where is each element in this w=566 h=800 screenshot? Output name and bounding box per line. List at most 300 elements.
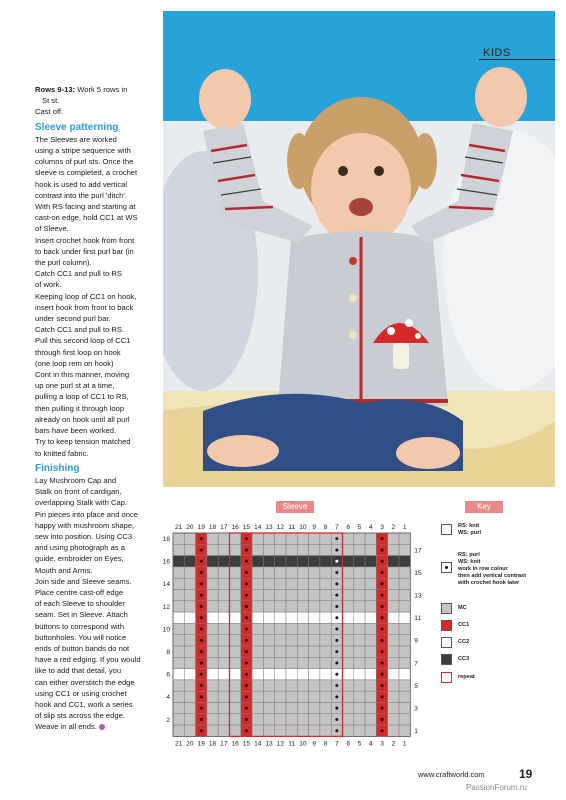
column-number-label: 21 xyxy=(174,740,183,748)
column-number-label: 5 xyxy=(357,524,362,531)
sleeve-line: contrast into the purl 'ditch'. xyxy=(35,190,127,200)
finishing-line: Lay Mushroom Cap and xyxy=(35,475,117,485)
chart-cell xyxy=(286,590,297,601)
chart-cell xyxy=(230,725,241,736)
sleeve-line: insert hook from front to back xyxy=(35,302,134,312)
chart-cell xyxy=(230,567,241,578)
footer-website[interactable]: www.craftworld.com xyxy=(418,770,485,779)
chart-cell xyxy=(309,725,320,736)
chart-cell xyxy=(309,646,320,657)
chart-cell xyxy=(297,612,308,623)
chart-cell xyxy=(230,703,241,714)
purl-stitch-dot xyxy=(335,582,338,585)
chart-cell xyxy=(343,680,354,691)
chart-cell xyxy=(173,556,184,567)
chart-cell xyxy=(297,680,308,691)
sleeve-line: With RS facing and starting at xyxy=(35,202,136,212)
chart-cell xyxy=(184,703,195,714)
chart-cell xyxy=(252,703,263,714)
purl-stitch-dot xyxy=(245,571,248,574)
purl-stitch-dot xyxy=(245,684,248,687)
chart-cell xyxy=(309,703,320,714)
chart-cell xyxy=(230,680,241,691)
chart-cell xyxy=(388,623,399,634)
finishing-line: using CC1 or using crochet xyxy=(35,688,127,698)
chart-cell xyxy=(275,725,286,736)
chart-cell xyxy=(252,601,263,612)
chart-cell xyxy=(388,612,399,623)
chart-cell xyxy=(207,623,218,634)
purl-stitch-dot xyxy=(200,661,203,664)
column-number-label: 14 xyxy=(254,524,262,531)
chart-cell xyxy=(365,669,376,680)
chart-cell xyxy=(263,556,274,567)
chart-cell xyxy=(207,556,218,567)
chart-cell xyxy=(173,703,184,714)
chart-cell xyxy=(365,590,376,601)
chart-cell xyxy=(354,590,365,601)
section-tag: KIDS xyxy=(479,47,555,60)
chart-cell xyxy=(354,533,365,544)
sleeve-line: Insert crochet hook from front xyxy=(35,235,135,245)
rows-label: Rows 9-13: xyxy=(35,85,76,94)
purl-stitch-dot xyxy=(245,650,248,653)
chart-cell xyxy=(399,544,410,555)
chart-cell xyxy=(263,567,274,578)
chart-cell xyxy=(320,657,331,668)
chart-cell xyxy=(343,612,354,623)
purl-stitch-dot xyxy=(335,661,338,664)
column-number-label: 19 xyxy=(197,524,205,531)
chart-cell xyxy=(173,635,184,646)
sleeve-line: up one purl st at a time, xyxy=(35,381,115,391)
chart-cell xyxy=(399,556,410,567)
chart-cell xyxy=(207,601,218,612)
chart-cell xyxy=(354,567,365,578)
chart-cell xyxy=(275,714,286,725)
chart-cell xyxy=(252,691,263,702)
chart-cell xyxy=(207,646,218,657)
chart-cell xyxy=(252,590,263,601)
chart-cell xyxy=(184,714,195,725)
chart-cell xyxy=(263,691,274,702)
chart-cell xyxy=(252,635,263,646)
chart-cell xyxy=(388,590,399,601)
chart-cell xyxy=(399,623,410,634)
key-label-line: repeat xyxy=(458,674,475,680)
chart-cell xyxy=(218,601,229,612)
purl-stitch-dot xyxy=(381,718,384,721)
sleeve-line: bars have been worked. xyxy=(35,426,117,436)
chart-cell xyxy=(309,635,320,646)
chart-cell xyxy=(354,556,365,567)
chart-cell xyxy=(207,635,218,646)
key-label-line: then add vertical contrast xyxy=(458,573,527,579)
chart-cell xyxy=(365,646,376,657)
chart-cell xyxy=(207,691,218,702)
sleeve-line: under second purl bar. xyxy=(35,314,111,324)
chart-cell xyxy=(263,623,274,634)
chart-cell xyxy=(365,612,376,623)
purl-stitch-dot xyxy=(200,639,203,642)
chart-cell xyxy=(309,612,320,623)
chart-cell xyxy=(343,703,354,714)
chart-cell xyxy=(286,691,297,702)
chart-cell xyxy=(173,680,184,691)
column-number-label: 5 xyxy=(357,740,362,748)
chart-cell xyxy=(354,635,365,646)
chart-cell xyxy=(263,601,274,612)
chart-cell xyxy=(275,544,286,555)
chart-cell xyxy=(297,657,308,668)
purl-stitch-dot xyxy=(381,673,384,676)
purl-stitch-dot xyxy=(335,650,338,653)
chart-cell xyxy=(173,691,184,702)
chart-cell xyxy=(184,725,195,736)
chart-cell xyxy=(207,612,218,623)
purl-stitch-dot xyxy=(335,718,338,721)
finishing-line: have a red edging. If you would xyxy=(35,655,141,665)
chart-cell xyxy=(252,714,263,725)
chart-cell xyxy=(365,578,376,589)
chart-cell xyxy=(309,714,320,725)
row-number-label: 11 xyxy=(414,615,422,623)
purl-stitch-dot xyxy=(335,594,338,597)
finishing-line: like to add that detail, you xyxy=(35,666,122,676)
chart-cell xyxy=(230,714,241,725)
chart-cell xyxy=(173,657,184,668)
chart-cell xyxy=(184,657,195,668)
sleeve-line: columns of purl sts. Once the xyxy=(35,157,134,167)
chart-cell xyxy=(309,601,320,612)
chart-cell xyxy=(230,601,241,612)
purl-stitch-dot xyxy=(381,616,384,619)
chart-cell xyxy=(184,680,195,691)
chart-cell xyxy=(207,567,218,578)
chart-cell xyxy=(252,556,263,567)
chart-cell xyxy=(320,533,331,544)
chart-cell xyxy=(297,601,308,612)
chart-cell xyxy=(286,714,297,725)
chart-cell xyxy=(309,623,320,634)
chart-cell xyxy=(218,533,229,544)
purl-stitch-dot xyxy=(335,729,338,732)
chart-cell xyxy=(275,691,286,702)
chart-cell xyxy=(207,544,218,555)
chart-cell xyxy=(365,680,376,691)
purl-stitch-dot xyxy=(335,673,338,676)
finishing-line: guide, embroider on Eyes, xyxy=(35,554,124,564)
sleeve-line: through first loop on hook xyxy=(35,347,121,357)
chart-cell xyxy=(388,578,399,589)
chart-cell xyxy=(354,578,365,589)
purl-stitch-dot xyxy=(335,616,338,619)
chart-cell xyxy=(354,601,365,612)
chart-cell xyxy=(218,714,229,725)
purl-stitch-dot xyxy=(200,650,203,653)
chart-cell xyxy=(354,680,365,691)
chart-cell xyxy=(173,623,184,634)
finishing-line: Join side and Sleeve seams. xyxy=(35,576,132,586)
column-number-label: 14 xyxy=(254,740,262,748)
chart-cell xyxy=(286,612,297,623)
chart-cell xyxy=(275,669,286,680)
finishing-heading: Finishing xyxy=(35,462,80,474)
sleeve-line: Keeping loop of CC1 on hook, xyxy=(35,291,137,301)
row-number-label: 2 xyxy=(166,716,170,724)
chart-cell xyxy=(218,657,229,668)
column-number-label: 6 xyxy=(346,524,350,531)
chart-cell xyxy=(173,725,184,736)
column-number-label: 16 xyxy=(231,524,239,531)
purl-stitch-dot xyxy=(381,707,384,710)
chart-cell xyxy=(184,669,195,680)
chart-cell xyxy=(218,691,229,702)
column-number-label: 10 xyxy=(299,740,307,748)
chart-cell xyxy=(184,646,195,657)
chart-cell xyxy=(343,544,354,555)
key-label-line: RS: knit xyxy=(458,523,480,529)
chart-cell xyxy=(388,691,399,702)
chart-cell xyxy=(230,533,241,544)
chart-cell xyxy=(365,691,376,702)
chart-cell xyxy=(207,657,218,668)
purl-stitch-dot xyxy=(245,628,248,631)
chart-cell xyxy=(286,623,297,634)
chart-cell xyxy=(320,567,331,578)
chart-cell xyxy=(218,556,229,567)
purl-stitch-dot xyxy=(381,650,384,653)
chart-cell xyxy=(343,623,354,634)
chart-title: Sleeve xyxy=(276,501,314,513)
chart-cell xyxy=(218,578,229,589)
finishing-line: Place centre cast-off edge xyxy=(35,587,124,597)
finishing-line: buttons to correspond with xyxy=(35,621,125,631)
purl-stitch-dot xyxy=(200,560,203,563)
key-title: Key xyxy=(465,501,503,513)
row-number-label: 10 xyxy=(162,626,170,634)
chart-cell xyxy=(320,635,331,646)
chart-cell xyxy=(207,680,218,691)
chart-cell xyxy=(173,544,184,555)
chart-cell xyxy=(275,635,286,646)
sleeve-line: then pulling it through loop xyxy=(35,403,125,413)
chart-cell xyxy=(286,725,297,736)
purl-stitch-dot xyxy=(381,582,384,585)
rows-instruction xyxy=(35,84,157,95)
purl-stitch-dot xyxy=(335,571,338,574)
purl-stitch-dot xyxy=(200,605,203,608)
sleeve-line: Try to keep tension matched xyxy=(35,437,131,447)
sleeve-instructions xyxy=(35,134,157,459)
chart-cell xyxy=(320,612,331,623)
chart-cell xyxy=(184,691,195,702)
column-number-label: 13 xyxy=(265,524,273,531)
chart-cell xyxy=(173,669,184,680)
chart-cell xyxy=(207,703,218,714)
purl-stitch-dot xyxy=(245,582,248,585)
chart-cell xyxy=(218,544,229,555)
purl-stitch-dot xyxy=(381,639,384,642)
chart-cell xyxy=(230,646,241,657)
chart-cell xyxy=(388,669,399,680)
chart-cell xyxy=(263,533,274,544)
chart-cell xyxy=(286,680,297,691)
purl-stitch-dot xyxy=(381,537,384,540)
chart-cell xyxy=(230,623,241,634)
chart-cell xyxy=(252,657,263,668)
chart-cell xyxy=(252,680,263,691)
column-number-label: 11 xyxy=(288,524,296,531)
chart-cell xyxy=(184,612,195,623)
chart-cell xyxy=(252,725,263,736)
sleeve-line: of work. xyxy=(35,280,62,290)
chart-cell xyxy=(297,578,308,589)
row-number-label: 15 xyxy=(414,569,422,577)
column-number-label: 12 xyxy=(276,740,285,748)
chart-cell xyxy=(399,725,410,736)
purl-stitch-dot xyxy=(381,571,384,574)
chart-cell xyxy=(365,533,376,544)
column-number-label: 1 xyxy=(402,740,407,748)
chart-cell xyxy=(297,691,308,702)
purl-stitch-dot xyxy=(245,560,248,563)
purl-stitch-dot xyxy=(381,729,384,732)
finishing-line: Mouth and Arms. xyxy=(35,565,93,575)
finishing-line: Weave in all ends. xyxy=(35,721,157,732)
sleeve-line: Catch CC1 and pull to RS. xyxy=(35,325,125,335)
chart-cell xyxy=(365,556,376,567)
purl-stitch-dot xyxy=(335,684,338,687)
chart-cell xyxy=(354,725,365,736)
chart-cell xyxy=(263,612,274,623)
chart-cell xyxy=(184,544,195,555)
chart-cell xyxy=(399,635,410,646)
chart-cell xyxy=(297,646,308,657)
chart-cell xyxy=(263,578,274,589)
chart-cell xyxy=(388,657,399,668)
finishing-instructions xyxy=(35,475,157,733)
purl-stitch-dot xyxy=(200,616,203,619)
chart-cell xyxy=(309,680,320,691)
chart-cell xyxy=(263,669,274,680)
column-number-label: 10 xyxy=(299,524,307,531)
chart-cell xyxy=(173,533,184,544)
chart-cell xyxy=(230,556,241,567)
column-number-label: 6 xyxy=(346,740,350,748)
chart-cell xyxy=(388,714,399,725)
chart-cell xyxy=(343,635,354,646)
purl-stitch-dot xyxy=(245,639,248,642)
chart-cell xyxy=(230,612,241,623)
purl-stitch-dot xyxy=(200,537,203,540)
chart-cell xyxy=(343,590,354,601)
chart-cell xyxy=(365,567,376,578)
chart-cell xyxy=(399,533,410,544)
chart-cell xyxy=(263,714,274,725)
chart-cell xyxy=(297,703,308,714)
key-label xyxy=(458,656,556,663)
purl-stitch-dot xyxy=(245,695,248,698)
chart-cell xyxy=(218,646,229,657)
chart-cell xyxy=(365,623,376,634)
photo-illustration xyxy=(163,11,555,487)
chart-cell xyxy=(399,612,410,623)
column-number-label: 16 xyxy=(231,740,239,748)
column-number-label: 15 xyxy=(242,740,251,748)
finishing-line: overlapping Stalk with Cap. xyxy=(35,498,128,508)
end-marker-icon xyxy=(99,724,105,730)
chart-cell xyxy=(320,714,331,725)
chart-cell xyxy=(263,657,274,668)
sleeve-chart-svg xyxy=(160,513,440,763)
chart-cell xyxy=(399,669,410,680)
chart-cell xyxy=(399,601,410,612)
purl-stitch-dot xyxy=(200,718,203,721)
chart-cell xyxy=(320,578,331,589)
purl-stitch-dot xyxy=(335,605,338,608)
chart-cell xyxy=(252,544,263,555)
finishing-line: of each Sleeve to shoulder xyxy=(35,599,125,609)
purl-stitch-dot xyxy=(335,560,338,563)
sleeve-line: to back under first purl bar (in xyxy=(35,246,134,256)
purl-stitch-dot xyxy=(245,661,248,664)
chart-cell xyxy=(207,669,218,680)
chart-cell xyxy=(297,669,308,680)
finishing-line: buttonholes. You will notice xyxy=(35,632,127,642)
chart-cell xyxy=(184,635,195,646)
chart-cell xyxy=(365,714,376,725)
chart-cell xyxy=(286,556,297,567)
chart-cell xyxy=(230,635,241,646)
purl-stitch-dot xyxy=(200,628,203,631)
chart-cell xyxy=(388,533,399,544)
mc-swatch xyxy=(441,603,452,614)
key-label-line: RS: purl xyxy=(458,552,480,558)
key-label xyxy=(458,523,556,537)
column-number-label: 1 xyxy=(402,524,407,531)
chart-cell xyxy=(286,646,297,657)
chart-cell xyxy=(184,590,195,601)
chart-cell xyxy=(173,601,184,612)
sleeve-line: sleeve is completed, a crochet xyxy=(35,168,138,178)
chart-cell xyxy=(320,556,331,567)
rows-text: Work 5 rows in xyxy=(77,85,128,94)
cc2-swatch xyxy=(441,637,452,648)
key-label-line: MC xyxy=(458,605,467,611)
chart-cell xyxy=(218,623,229,634)
chart-cell xyxy=(365,657,376,668)
chart-cell xyxy=(309,590,320,601)
purl-swatch xyxy=(441,562,452,573)
purl-stitch-dot xyxy=(335,628,338,631)
chart-cell xyxy=(354,646,365,657)
row-number-label: 12 xyxy=(162,603,170,611)
column-number-label: 9 xyxy=(312,740,317,748)
purl-stitch-dot xyxy=(200,684,203,687)
purl-stitch-dot xyxy=(381,605,384,608)
chart-cell xyxy=(252,623,263,634)
purl-stitch-dot xyxy=(335,548,338,551)
column-number-label: 21 xyxy=(174,524,183,531)
finishing-line: seam. Set in Sleeve. Attach xyxy=(35,610,128,620)
chart-cell xyxy=(275,703,286,714)
chart-cell xyxy=(207,725,218,736)
purl-stitch-dot xyxy=(245,718,248,721)
purl-stitch-dot xyxy=(245,707,248,710)
chart-cell xyxy=(275,556,286,567)
chart-cell xyxy=(343,601,354,612)
